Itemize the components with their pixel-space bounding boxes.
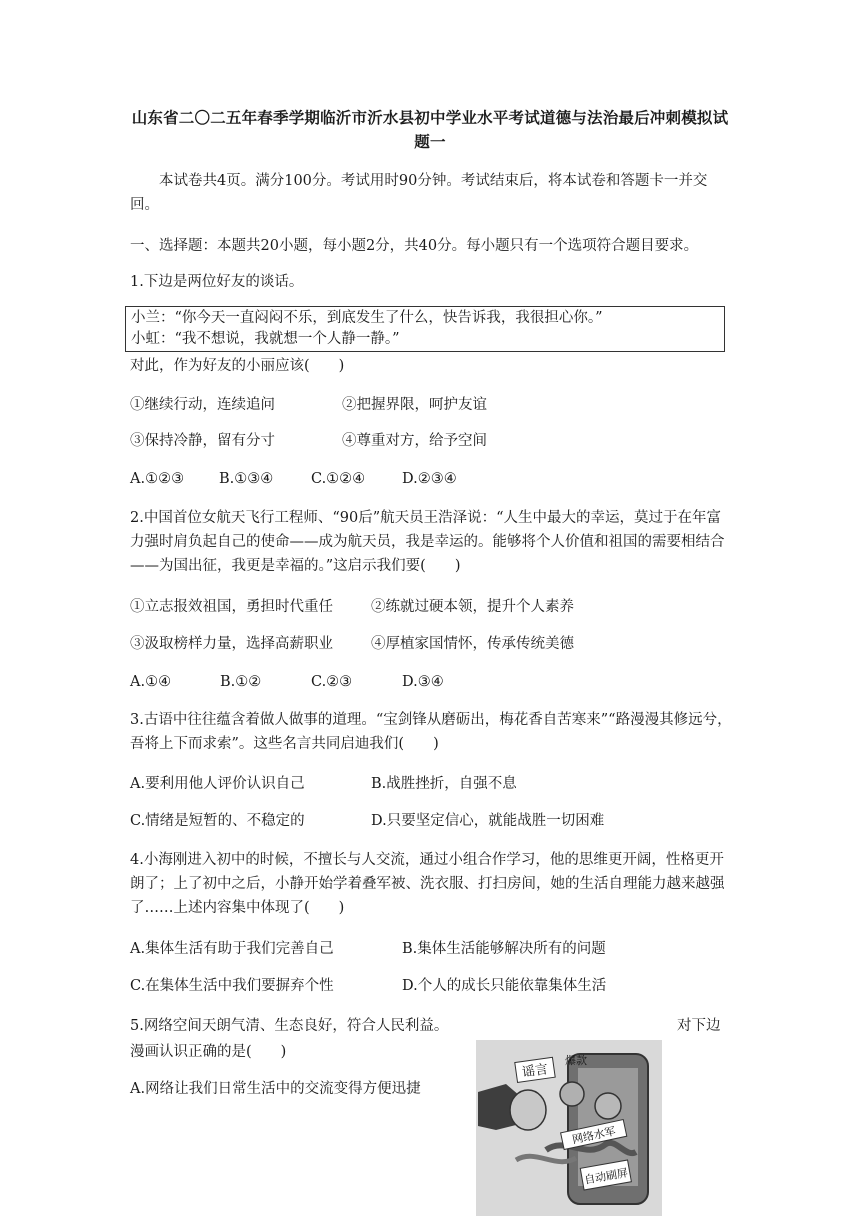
q1-choice-c[interactable]: C.①②④ xyxy=(311,471,366,487)
q3-choice-c[interactable]: C.情绪是短暂的、不稳定的 xyxy=(130,813,305,829)
q1-question: 对此，作为好友的小丽应该( ) xyxy=(130,358,345,374)
q5-stem: 5.网络空间天朗气清、生态良好，符合人民利益。 xyxy=(130,1018,449,1034)
q4-choice-b[interactable]: B.集体生活能够解决所有的问题 xyxy=(402,941,606,957)
figure-head-2 xyxy=(595,1093,621,1119)
q2-statement-1: ①立志报效祖国，勇担时代重任 xyxy=(130,599,333,615)
q5-cartoon-image xyxy=(476,1040,662,1216)
exam-title: 山东省二〇二五年春季学期临沂市沂水县初中学业水平考试道德与法治最后冲刺模拟试题一 xyxy=(131,108,729,151)
q4-choice-a[interactable]: A.集体生活有助于我们完善自己 xyxy=(130,941,334,957)
q1-statement-4: ④尊重对方，给予空间 xyxy=(342,433,487,449)
q1-statement-1: ①继续行动，连续追问 xyxy=(130,397,275,413)
exam-intro: 本试卷共4页。满分100分。考试用时90分钟。考试结束后，将本试卷和答题卡一并交回。 xyxy=(130,173,708,213)
q2-statement-4: ④厚植家国情怀，传承传统美德 xyxy=(371,636,574,652)
q1-statement-2: ②把握界限，呵护友谊 xyxy=(342,397,487,413)
q1-statement-3: ③保持冷静，留有分寸 xyxy=(130,433,275,449)
label-navy: 网络水军 xyxy=(571,1124,617,1147)
q2-choice-c[interactable]: C.②③ xyxy=(311,674,353,690)
q3-choice-a[interactable]: A.要利用他人评价认识自己 xyxy=(130,776,305,792)
q3-choice-d[interactable]: D.只要坚定信心，就能战胜一切困难 xyxy=(371,813,605,829)
q3-stem: 3.古语中往往蕴含着做人做事的道理。“宝剑锋从磨砺出，梅花香自苦寒来”“路漫漫其修远兮，吾将上下而求索”。这些名言共同启迪我们( ) xyxy=(130,712,732,752)
q2-choice-b[interactable]: B.①② xyxy=(220,674,262,690)
fist-shape xyxy=(510,1090,546,1130)
q5-stem-tail: 对下边 xyxy=(677,1018,721,1034)
q2-statement-3: ③汲取榜样力量，选择高薪职业 xyxy=(130,636,333,652)
figure-head-1 xyxy=(560,1082,584,1106)
q2-statement-2: ②练就过硬本领，提升个人素养 xyxy=(371,599,574,615)
q5-stem-line-2: 漫画认识正确的是( ) xyxy=(130,1044,287,1060)
q3-choice-b[interactable]: B.战胜挫折，自强不息 xyxy=(371,776,517,792)
q1-choice-d[interactable]: D.②③④ xyxy=(402,471,457,487)
q1-stem: 1.下边是两位好友的谈话。 xyxy=(130,274,304,290)
q4-choice-d[interactable]: D.个人的成长只能依靠集体生活 xyxy=(402,978,607,994)
q1-dialog-line-1: 小兰：“你今天一直闷闷不乐，到底发生了什么，快告诉我，我很担心你。” xyxy=(131,310,603,326)
q1-dialog-box xyxy=(125,306,725,352)
cartoon-drawing xyxy=(476,1040,662,1216)
q1-choice-b[interactable]: B.①③④ xyxy=(219,471,274,487)
label-rumor: 谣言 xyxy=(521,1062,550,1081)
q4-stem: 4.小海刚进入初中的时候，不擅长与人交流，通过小组合作学习，他的思维更开阔，性格更开朗了；上了初中之后，小静开始学着叠军被、洗衣服、打扫房间，她的生活自理能力越来越强了……上述内容集中体现了( ) xyxy=(130,852,725,916)
q2-choice-d[interactable]: D.③④ xyxy=(402,674,444,690)
q2-stem: 2.中国首位女航天飞行工程师、“90后”航天员王浩泽说：“人生中最大的幸运，莫过于在年富力强时肩负起自己的使命——成为航天员，我是幸运的。能够将个人价值和祖国的需要相结合——为国出征，我更是幸福的。”这启示我们要( ) xyxy=(130,510,725,574)
label-hot: 爆款 xyxy=(565,1054,587,1067)
label-auto: 自动刷屏 xyxy=(583,1166,629,1187)
q5-choice-a[interactable]: A.网络让我们日常生活中的交流变得方便迅捷 xyxy=(130,1081,421,1097)
q1-dialog-line-2: 小虹：“我不想说，我就想一个人静一静。” xyxy=(131,331,400,347)
q4-choice-c[interactable]: C.在集体生活中我们要摒弃个性 xyxy=(130,978,334,994)
q2-choice-a[interactable]: A.①④ xyxy=(130,674,172,690)
section-heading: 一、选择题：本题共20小题，每小题2分，共40分。每小题只有一个选项符合题目要求。 xyxy=(130,238,699,254)
q1-choice-a[interactable]: A.①②③ xyxy=(130,471,185,487)
